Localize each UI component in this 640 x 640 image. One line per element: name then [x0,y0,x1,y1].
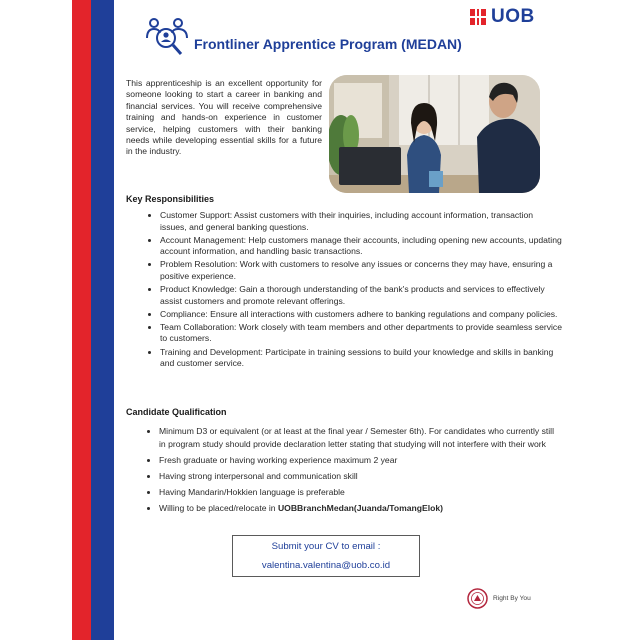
people-search-icon [144,14,190,58]
list-item: • Minimum D3 or equivalent (or at least at the final year / Semester 6th). For candidates who currently still in program study should provide declaration letter stating that studying will not interfere with their work [159,425,559,450]
relocation-text: Willing to be placed/relocate in [159,502,278,513]
tagline: Right By You [493,595,531,602]
office-meeting-photo [329,75,540,193]
relocation-branch: UOBBranchMedan(Juanda/TomangElok) [277,502,444,513]
red-side-stripe [72,0,91,640]
list-item: • Product Knowledge: Gain a thorough understanding of the bank's products and services to effectively assist customers and promote relevant offerings. [160,284,562,307]
page-title: Frontliner Apprentice Program (MEDAN) [194,36,462,52]
list-item: • Problem Resolution: Work with customers to resolve any issues or concerns they may have, ensuring a positive experience. [160,259,562,282]
uob-logo [470,6,535,28]
submit-cv-box [232,535,420,577]
intro-paragraph: This apprenticeship is an excellent opportunity for someone looking to start a career in banking and financial services. You will receive comprehensive training and hands-on experience in customer service, helping customers with their banking needs while developing essential skills for a future in the industry. [126,78,322,157]
blue-side-stripe [91,0,114,640]
submit-cv-label: Submit your CV to email : [271,541,381,552]
email-link[interactable]: valentina.valentina@uob.co.id [261,560,391,571]
list-item-relocation [159,502,559,515]
list-item: • Having Mandarin/Hokkien language is preferable [159,486,559,499]
right-by-you-seal-icon [467,588,488,609]
list-item: • Training and Development: Participate in training sessions to build your knowledge and skills in banking and customer service. [160,347,562,370]
list-item: • Fresh graduate or having working experience maximum 2 year [159,454,559,467]
responsibilities-heading: Key Responsibilities [126,194,215,204]
list-item: • Account Management: Help customers manage their accounts, including opening new accounts, updating account information, and handling basic transactions. [160,235,562,258]
responsibilities-list [140,210,562,371]
list-item: • Team Collaboration: Work closely with team members and other departments to provide seamless service to customers. [160,322,562,345]
list-item: • Compliance: Ensure all interactions with customers adhere to banking regulations and company policies. [160,309,562,321]
uob-logo-mark [470,9,486,25]
list-item: • Customer Support: Assist customers with their inquiries, including account information, transaction issues, and general banking questions. [160,210,562,233]
qualification-heading: Candidate Qualification [126,407,227,417]
brand-name: UOB [491,6,535,27]
list-item: • Having strong interpersonal and communication skill [159,470,559,483]
qualification-list [141,425,559,518]
